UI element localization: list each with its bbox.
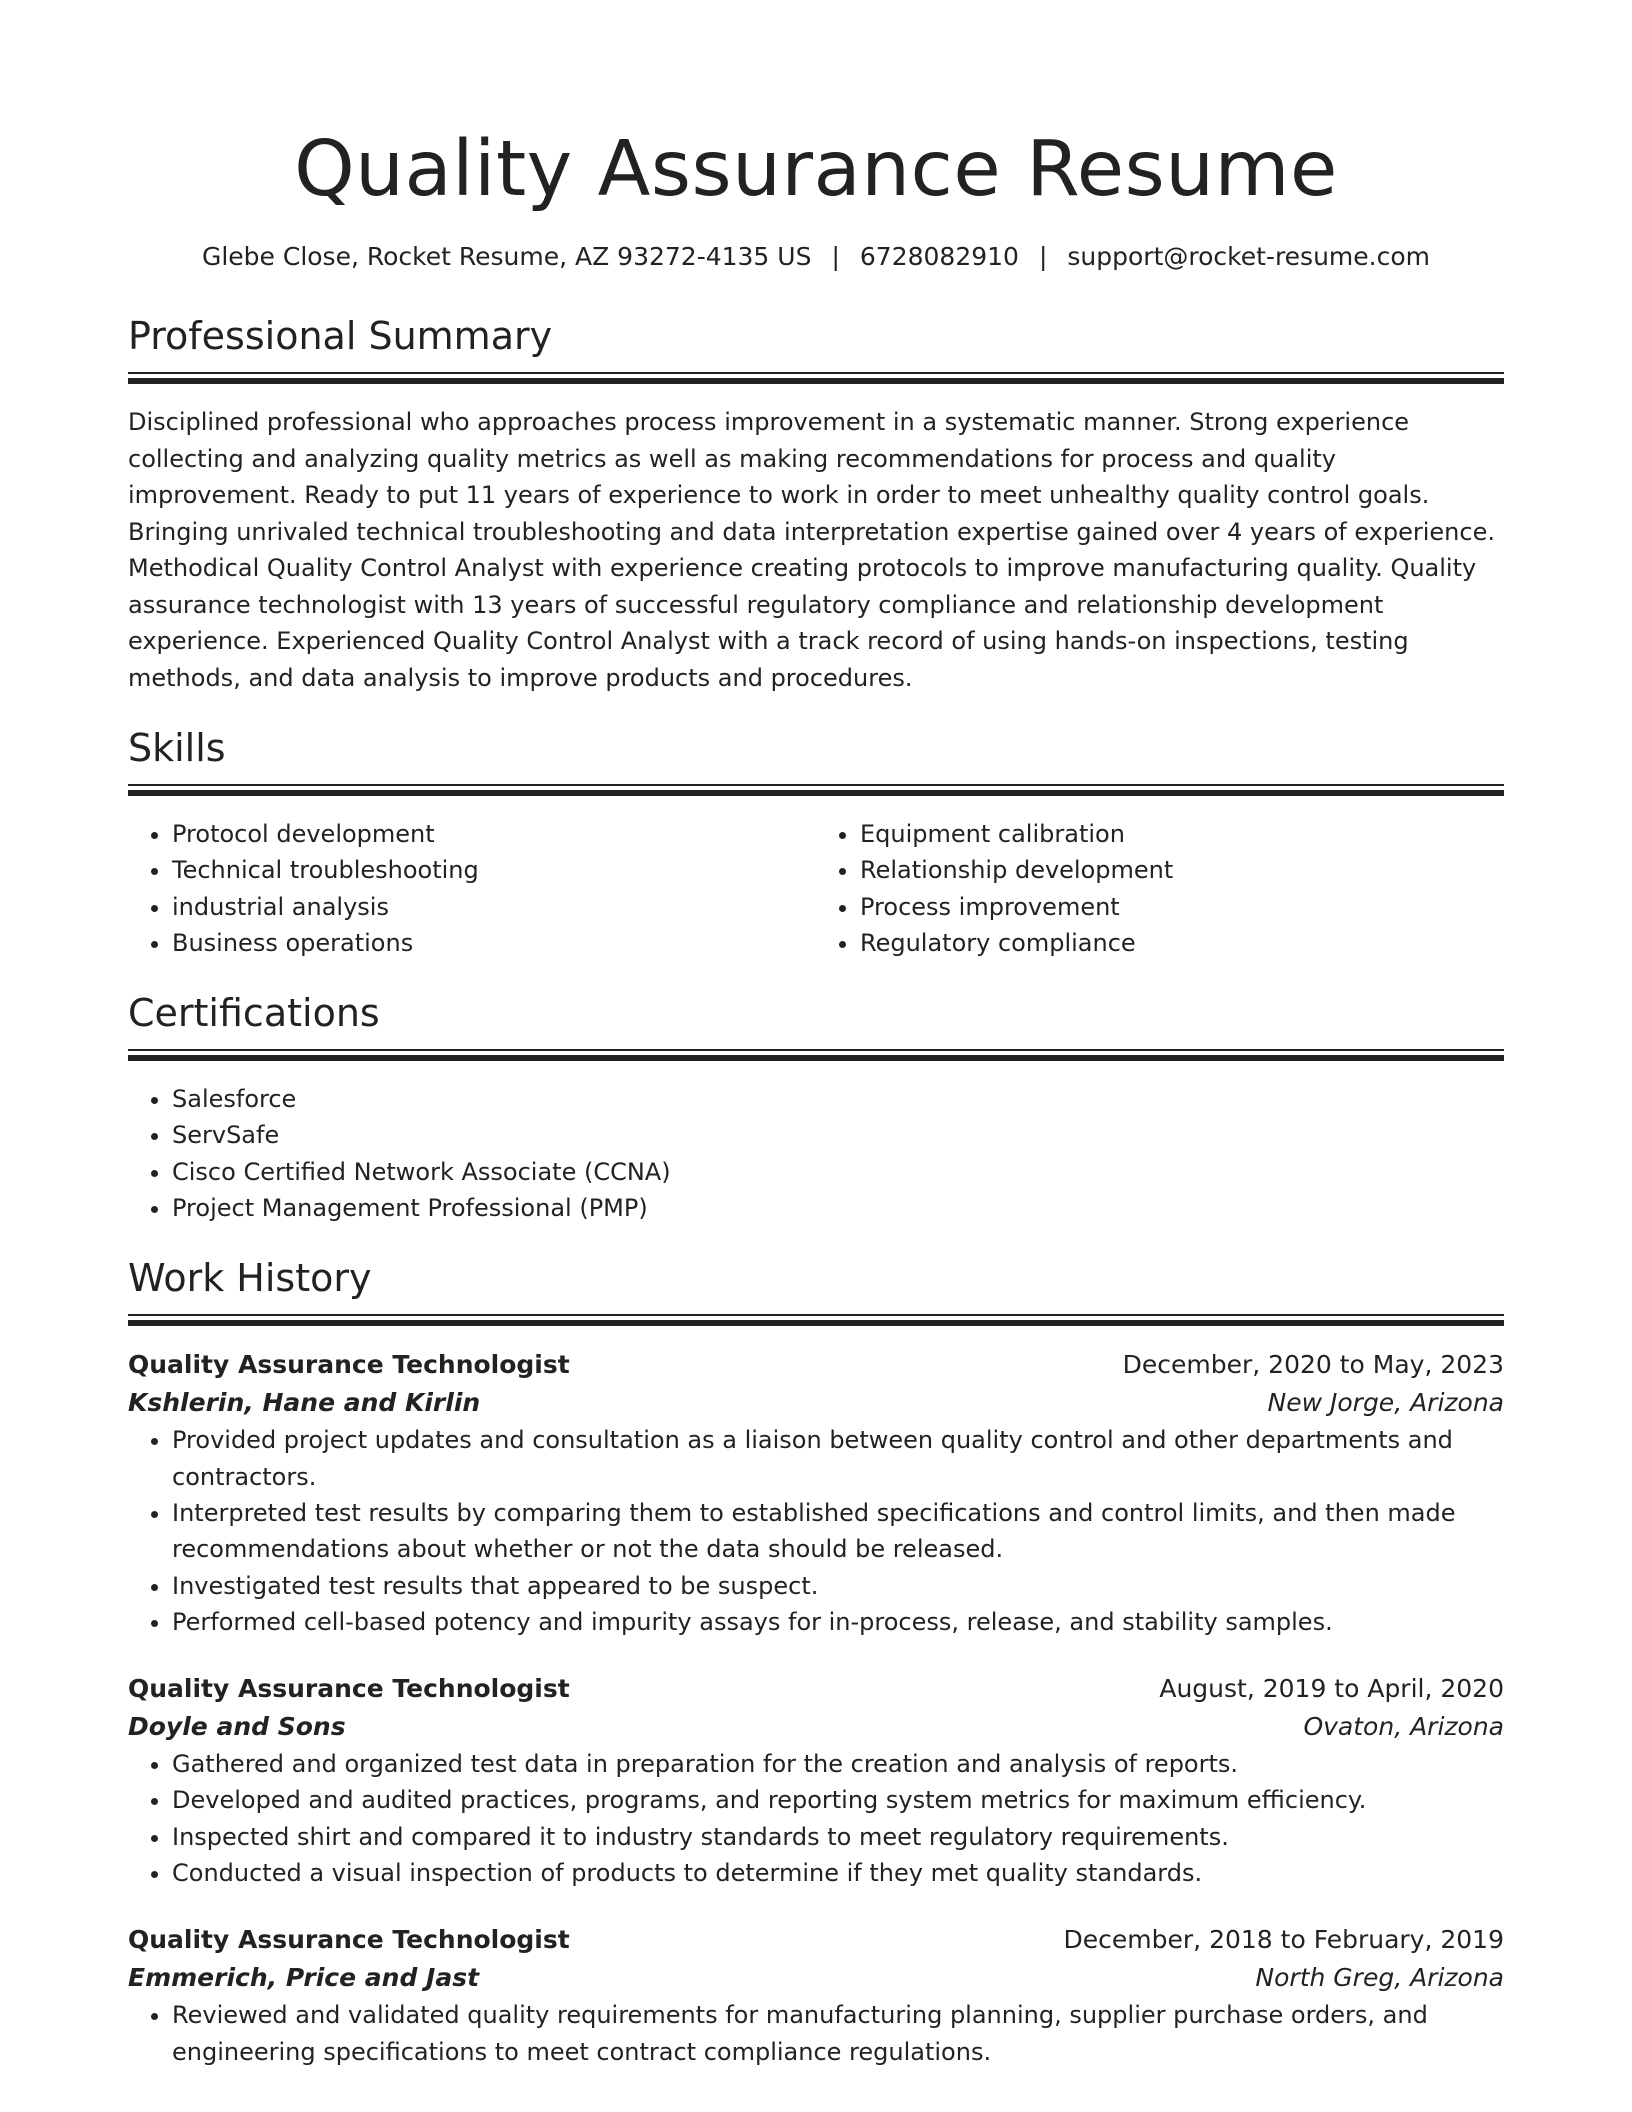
job-bullets [128,1997,1504,2070]
job-bullets [128,1746,1504,1891]
section-heading-certifications: Certifications [128,991,380,1036]
section-divider [128,1314,1504,1326]
job-company: Doyle and Sons [128,1712,346,1742]
job-header-row [128,1921,1504,1959]
job-bullets [128,1422,1504,1640]
job-entry [128,1346,1504,1640]
section-divider [128,1049,1504,1061]
job-location: Ovaton, Arizona [1303,1712,1504,1742]
summary-section [128,312,1504,696]
contact-email: support@rocket-resume.com [1067,242,1431,271]
job-dates: August, 2019 to April, 2020 [1159,1674,1504,1704]
resume-title: Quality Assurance Resume [294,125,1338,214]
job-company: Kshlerin, Hane and Kirlin [128,1388,481,1418]
job-dates: December, 2020 to May, 2023 [1122,1350,1504,1380]
skills-section [128,724,1504,961]
certifications-section [128,989,1504,1226]
work-history-section [128,1254,1504,2070]
job-title: Quality Assurance Technologist [128,1674,570,1704]
job-bullet: • Gathered and organized test data in preparation for the creation and analysis of reports. [172,1746,1504,1782]
job-bullet: • Provided project updates and consultation as a liaison between quality control and other departments and contractors. [172,1422,1504,1495]
job-header-row [128,1670,1504,1708]
certification-item: • ServSafe [172,1117,1504,1153]
contact-separator: | [831,242,840,271]
job-header-row [128,1346,1504,1384]
contact-line [128,240,1504,274]
job-title: Quality Assurance Technologist [128,1925,570,1955]
section-heading-summary: Professional Summary [128,314,553,358]
skills-list-left [128,816,816,961]
job-entry [128,1670,1504,1891]
summary-text: Disciplined professional who approaches process improvement in a systematic manner. Strong experience collecting and analyzing quality metrics as well as making recommendations for process and quality improvement. Ready to put 11 years of experience to work in order to meet unhealthy quality control goals. Bringing unrivaled technical troubleshooting and data interpretation expertise gained over 4 years of experience. Methodical Quality Control Analyst with experience creating protocols to improve manufacturing quality. Quality assurance technologist with 13 years of successful regulatory compliance and relationship development experience. Experienced Quality Control Analyst with a track record of using hands-on inspections, testing methods, and data analysis to improve products and procedures. [128,408,1495,692]
job-company-row [128,1708,1504,1746]
section-heading-skills: Skills [128,726,226,770]
section-heading-work-history: Work History [128,1256,372,1301]
certification-item: • Cisco Certified Network Associate (CCNA) [172,1154,1504,1190]
job-company: Emmerich, Price and Jast [128,1963,480,1993]
job-bullet: • Reviewed and validated quality requirements for manufacturing planning, supplier purchase orders, and engineering specifications to meet contract compliance regulations. [172,1997,1504,2070]
job-bullet: • Developed and audited practices, programs, and reporting system metrics for maximum efficiency. [172,1782,1504,1818]
certification-item: • Project Management Professional (PMP) [172,1190,1504,1226]
skill-item: • industrial analysis [172,889,816,925]
job-entry [128,1921,1504,2070]
job-bullet: • Performed cell-based potency and impurity assays for in-process, release, and stability samples. [172,1604,1504,1640]
skills-grid [128,816,1504,961]
job-bullet: • Inspected shirt and compared it to industry standards to meet regulatory requirements. [172,1819,1504,1855]
skill-item: • Process improvement [860,889,1504,925]
section-divider [128,372,1504,384]
skill-item: • Technical troubleshooting [172,852,816,888]
job-company-row [128,1959,1504,1997]
contact-separator: | [1038,242,1048,271]
job-bullet: • Conducted a visual inspection of products to determine if they met quality standards. [172,1855,1504,1891]
skills-list-right [816,816,1504,961]
skill-item: • Regulatory compliance [860,925,1504,961]
skill-item: • Equipment calibration [860,816,1504,852]
skill-item: • Business operations [172,925,816,961]
job-company-row [128,1384,1504,1422]
section-divider [128,784,1504,796]
job-location: North Greg, Arizona [1255,1963,1504,1993]
certification-item: • Salesforce [172,1081,1504,1117]
job-dates: December, 2018 to February, 2019 [1063,1925,1504,1955]
certifications-list [128,1081,1504,1226]
job-bullet: • Interpreted test results by comparing them to established specifications and control limits, and then made recommendations about whether or not the data should be released. [172,1495,1504,1568]
contact-address: Glebe Close, Rocket Resume, AZ 93272-4135 US [201,242,812,271]
job-title: Quality Assurance Technologist [128,1350,570,1380]
contact-phone: 6728082910 [859,242,1019,271]
skill-item: • Relationship development [860,852,1504,888]
job-location: New Jorge, Arizona [1267,1388,1504,1418]
job-bullet: • Investigated test results that appeared to be suspect. [172,1568,1504,1604]
skill-item: • Protocol development [172,816,816,852]
